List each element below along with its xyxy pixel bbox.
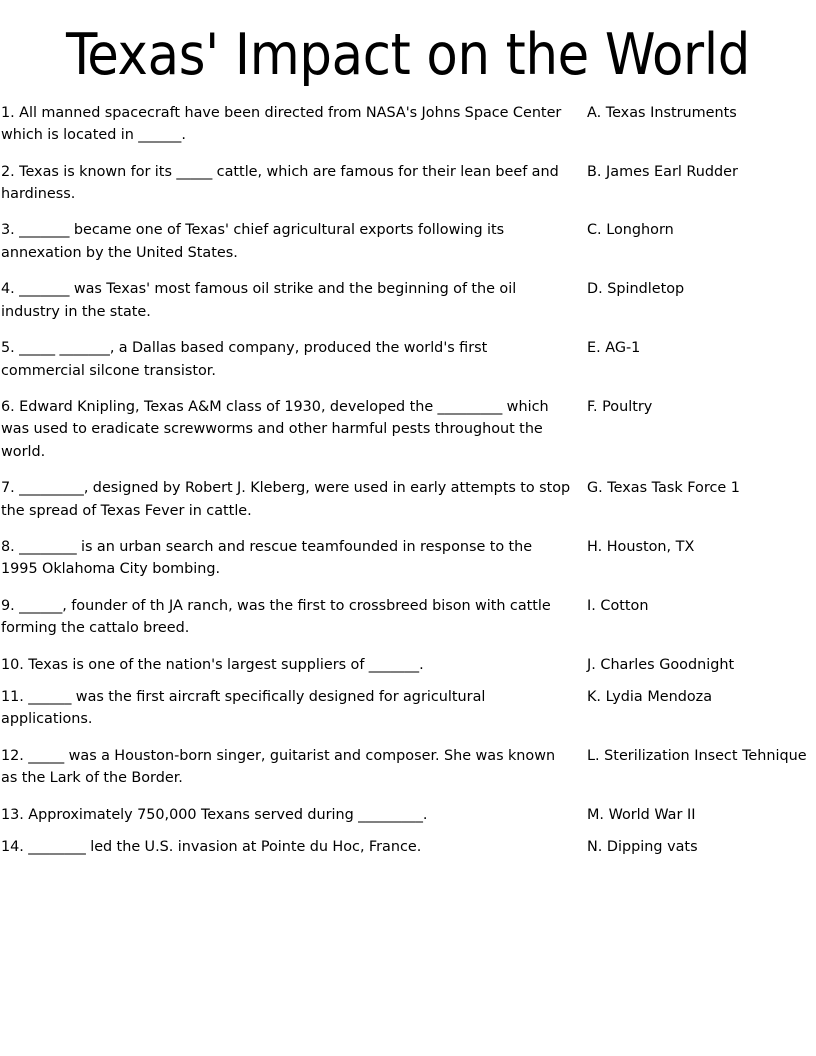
answer-option[interactable]: B. James Earl Rudder	[587, 163, 738, 180]
question-cell	[1, 337, 587, 382]
answer-cell	[587, 686, 816, 708]
answer-cell	[587, 804, 816, 826]
matching-row	[1, 477, 816, 522]
answer-cell	[587, 219, 816, 241]
question-text: 2. Texas is known for its _____ cattle, which are famous for their lean beef and hardiness.	[1, 163, 559, 203]
question-cell	[1, 477, 587, 522]
answer-option[interactable]: A. Texas Instruments	[587, 104, 737, 121]
answer-cell	[587, 161, 816, 183]
question-cell	[1, 278, 587, 323]
answer-option[interactable]: C. Longhorn	[587, 222, 674, 239]
question-text: 3. _______ became one of Texas' chief agricultural exports following its annexation by the United States.	[1, 222, 505, 261]
answer-cell	[587, 396, 816, 418]
matching-row	[1, 102, 816, 147]
answer-option[interactable]: K. Lydia Mendoza	[587, 688, 713, 705]
question-cell	[1, 804, 587, 826]
question-text: 12. _____ was a Houston-born singer, guitarist and composer. She was known as the Lark of the Border.	[1, 747, 556, 787]
question-text: 1. All manned spacecraft have been directed from NASA's Johns Space Center which is located in ______.	[1, 104, 562, 144]
question-text: 10. Texas is one of the nation's largest suppliers of _______.	[1, 656, 424, 673]
question-cell	[1, 595, 587, 640]
matching-row	[1, 745, 816, 790]
question-cell	[1, 396, 587, 463]
matching-list	[0, 102, 816, 859]
answer-option[interactable]: I. Cotton	[587, 597, 649, 614]
answer-option[interactable]: F. Poultry	[587, 398, 653, 415]
question-text: 9. ______, founder of th JA ranch, was the first to crossbreed bison with cattle forming the cattalo breed.	[1, 597, 551, 637]
question-cell	[1, 536, 587, 581]
matching-row	[1, 161, 816, 206]
question-cell	[1, 686, 587, 731]
matching-row	[1, 278, 816, 323]
answer-option[interactable]: M. World War II	[587, 806, 696, 823]
matching-row	[1, 836, 816, 858]
question-cell	[1, 102, 587, 147]
answer-cell	[587, 536, 816, 558]
answer-option[interactable]: D. Spindletop	[587, 281, 685, 298]
question-text: 13. Approximately 750,000 Texans served during _________.	[1, 806, 428, 823]
page-title: Texas' Impact on the World	[65, 22, 751, 88]
question-cell	[1, 745, 587, 790]
matching-row	[1, 804, 816, 826]
answer-cell	[587, 654, 816, 676]
answer-cell	[587, 102, 816, 124]
answer-cell	[587, 595, 816, 617]
answer-option[interactable]: G. Texas Task Force 1	[587, 480, 740, 497]
answer-cell	[587, 745, 816, 767]
answer-cell	[587, 836, 816, 858]
answer-option[interactable]: N. Dipping vats	[587, 839, 698, 855]
question-text: 11. ______ was the first aircraft specifically designed for agricultural applications.	[1, 688, 486, 728]
question-text: 14. ________ led the U.S. invasion at Pointe du Hoc, France.	[1, 839, 422, 855]
answer-option[interactable]: E. AG-1	[587, 340, 641, 357]
answer-cell	[587, 337, 816, 359]
question-cell	[1, 219, 587, 264]
matching-row	[1, 686, 816, 731]
answer-option[interactable]: L. Sterilization Insect Tehnique	[587, 747, 807, 764]
answer-cell	[587, 477, 816, 499]
answer-option[interactable]: H. Houston, TX	[587, 538, 695, 555]
question-cell	[1, 836, 587, 858]
matching-row	[1, 337, 816, 382]
matching-row	[1, 595, 816, 640]
question-text: 6. Edward Knipling, Texas A&M class of 1930, developed the _________ which was used to eradicate screwworms and other harmful pests throughout the world.	[1, 398, 549, 460]
matching-row	[1, 654, 816, 676]
matching-row	[1, 396, 816, 463]
answer-option[interactable]: J. Charles Goodnight	[587, 656, 735, 673]
question-text: 4. _______ was Texas' most famous oil strike and the beginning of the oil industry in the state.	[1, 281, 517, 320]
answer-cell	[587, 278, 816, 300]
question-text: 5. _____ _______, a Dallas based company, produced the world's first commercial silcone transistor.	[1, 340, 488, 379]
question-text: 8. ________ is an urban search and rescue teamfounded in response to the 1995 Oklahoma City bombing.	[1, 538, 533, 578]
question-text: 7. _________, designed by Robert J. Kleberg, were used in early attempts to stop the spread of Texas Fever in cattle.	[1, 480, 571, 519]
matching-row	[1, 219, 816, 264]
question-cell	[1, 161, 587, 206]
matching-row	[1, 536, 816, 581]
question-cell	[1, 654, 587, 676]
